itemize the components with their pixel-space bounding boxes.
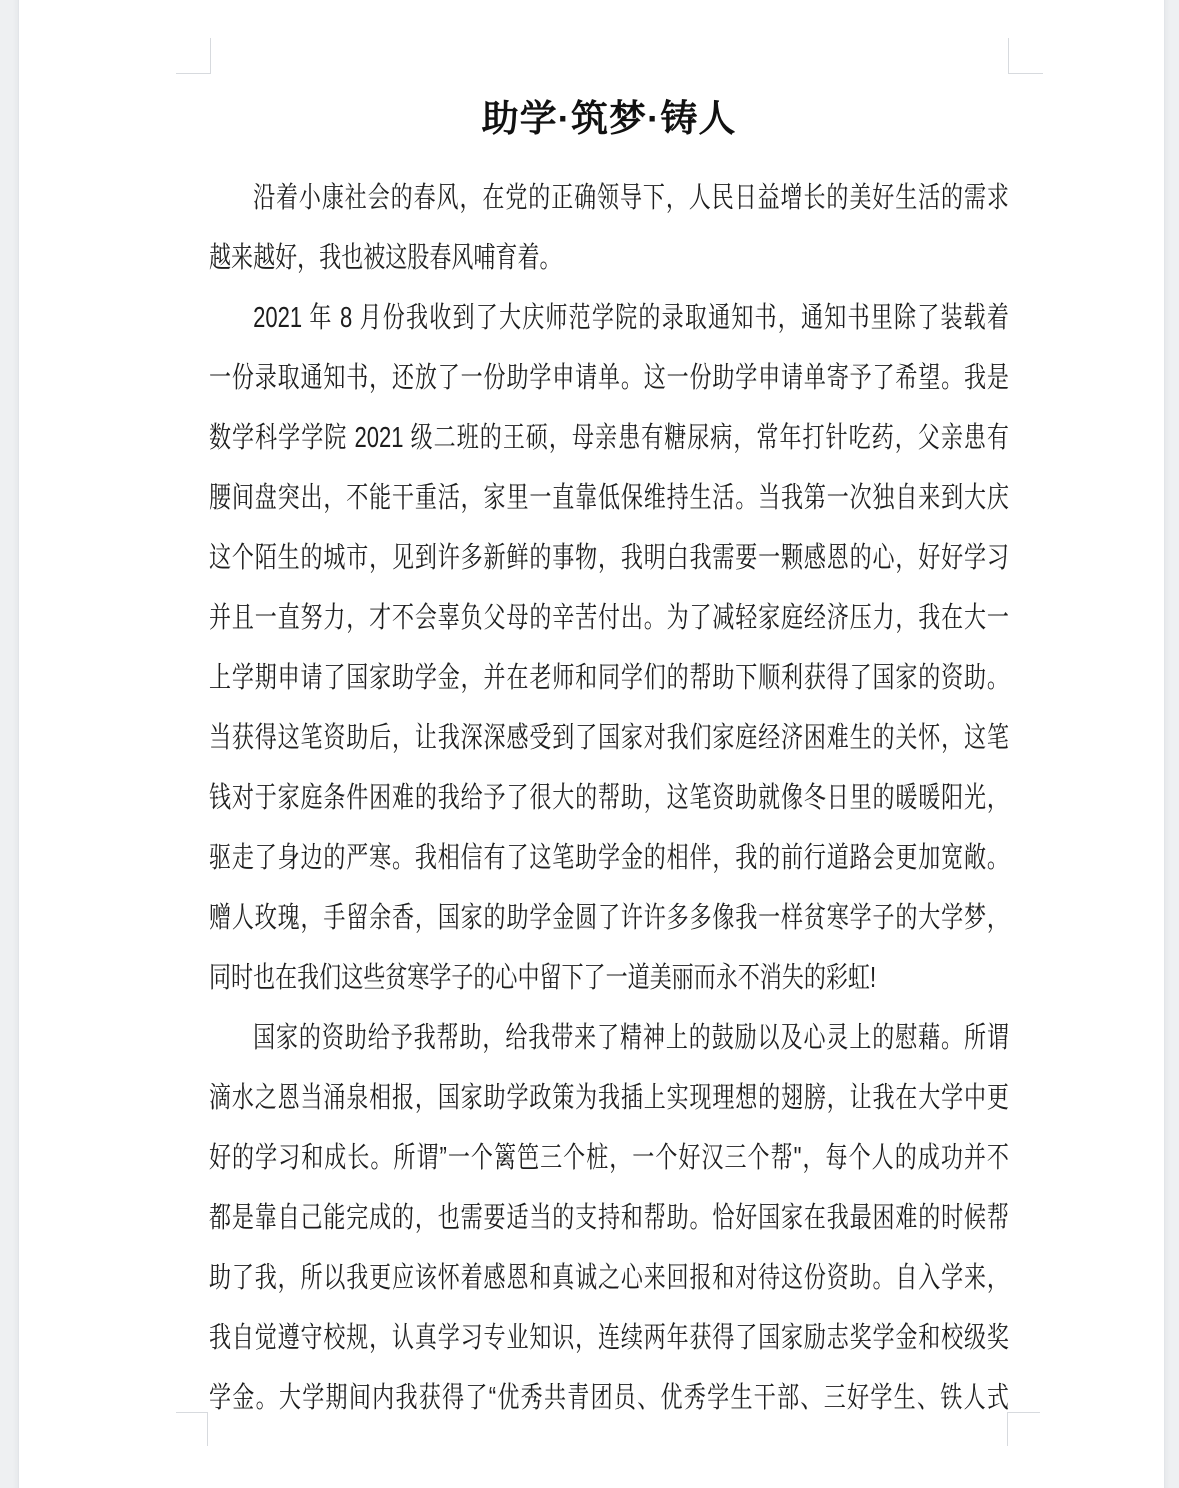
document-page bbox=[18, 0, 1165, 1488]
text-line: 上学期申请了国家助学金，并在老师和同学们的帮助下顺利获得了国家的资助。 bbox=[209, 662, 1009, 694]
text-line: 2021 年 8 月份我收到了大庆师范学院的录取通知书，通知书里除了装载着 bbox=[253, 302, 1009, 334]
text-line: 同时也在我们这些贫寒学子的心中留下了一道美丽而永不消失的彩虹! bbox=[209, 962, 877, 994]
text-line: 越来越好，我也被这股春风哺育着。 bbox=[209, 242, 562, 274]
text-line: 钱对于家庭条件困难的我给予了很大的帮助，这笔资助就像冬日里的暖暖阳光， bbox=[209, 782, 1009, 814]
text-line: 学金。大学期间内我获得了“优秀共青团员、优秀学生干部、三好学生、铁人式 bbox=[209, 1382, 1009, 1414]
text-line: 都是靠自己能完成的，也需要适当的支持和帮助。恰好国家在我最困难的时候帮 bbox=[209, 1202, 1009, 1234]
text-line: 数学科学学院 2021 级二班的王硕，母亲患有糖尿病，常年打针吃药，父亲患有 bbox=[209, 422, 1009, 454]
text-line: 我自觉遵守校规，认真学习专业知识，连续两年获得了国家励志奖学金和校级奖 bbox=[209, 1322, 1009, 1354]
text-line: 好的学习和成长。所谓”一个篱笆三个桩，一个好汉三个帮"，每个人的成功并不 bbox=[209, 1142, 1009, 1174]
margin-mark-bottom-right-icon bbox=[1007, 1412, 1040, 1446]
text-line: 国家的资助给予我帮助，给我带来了精神上的鼓励以及心灵上的慰藉。所谓 bbox=[253, 1022, 1009, 1054]
text-line: 滴水之恩当涌泉相报，国家助学政策为我插上实现理想的翅膀，让我在大学中更 bbox=[209, 1082, 1009, 1114]
text-line: 驱走了身边的严寒。我相信有了这笔助学金的相伴，我的前行道路会更加宽敞。 bbox=[209, 842, 1009, 874]
text-line: 当获得这笔资助后，让我深深感受到了国家对我们家庭经济困难生的关怀，这笔 bbox=[209, 722, 1009, 754]
text-line: 这个陌生的城市，见到许多新鲜的事物，我明白我需要一颗感恩的心，好好学习 bbox=[209, 542, 1009, 574]
margin-mark-top-left-icon bbox=[176, 38, 211, 74]
text-line: 并且一直努力，才不会辜负父母的辛苦付出。为了减轻家庭经济压力，我在大一 bbox=[209, 602, 1009, 634]
margin-mark-bottom-left-icon bbox=[176, 1412, 208, 1446]
text-line: 赠人玫瑰，手留余香，国家的助学金圆了许许多多像我一样贫寒学子的大学梦， bbox=[209, 902, 1009, 934]
text-line: 沿着小康社会的春风，在党的正确领导下，人民日益增长的美好生活的需求 bbox=[253, 182, 1009, 214]
text-line: 腰间盘突出，不能干重活，家里一直靠低保维持生活。当我第一次独自来到大庆 bbox=[209, 482, 1009, 514]
text-line: 一份录取通知书，还放了一份助学申请单。这一份助学申请单寄予了希望。我是 bbox=[209, 362, 1009, 394]
document-body bbox=[209, 168, 1009, 1428]
document-title: 助学·筑梦·铸人 bbox=[481, 98, 737, 139]
text-line: 助了我，所以我更应该怀着感恩和真诚之心来回报和对待这份资助。自入学来， bbox=[209, 1262, 1009, 1294]
margin-mark-top-right-icon bbox=[1008, 38, 1043, 74]
